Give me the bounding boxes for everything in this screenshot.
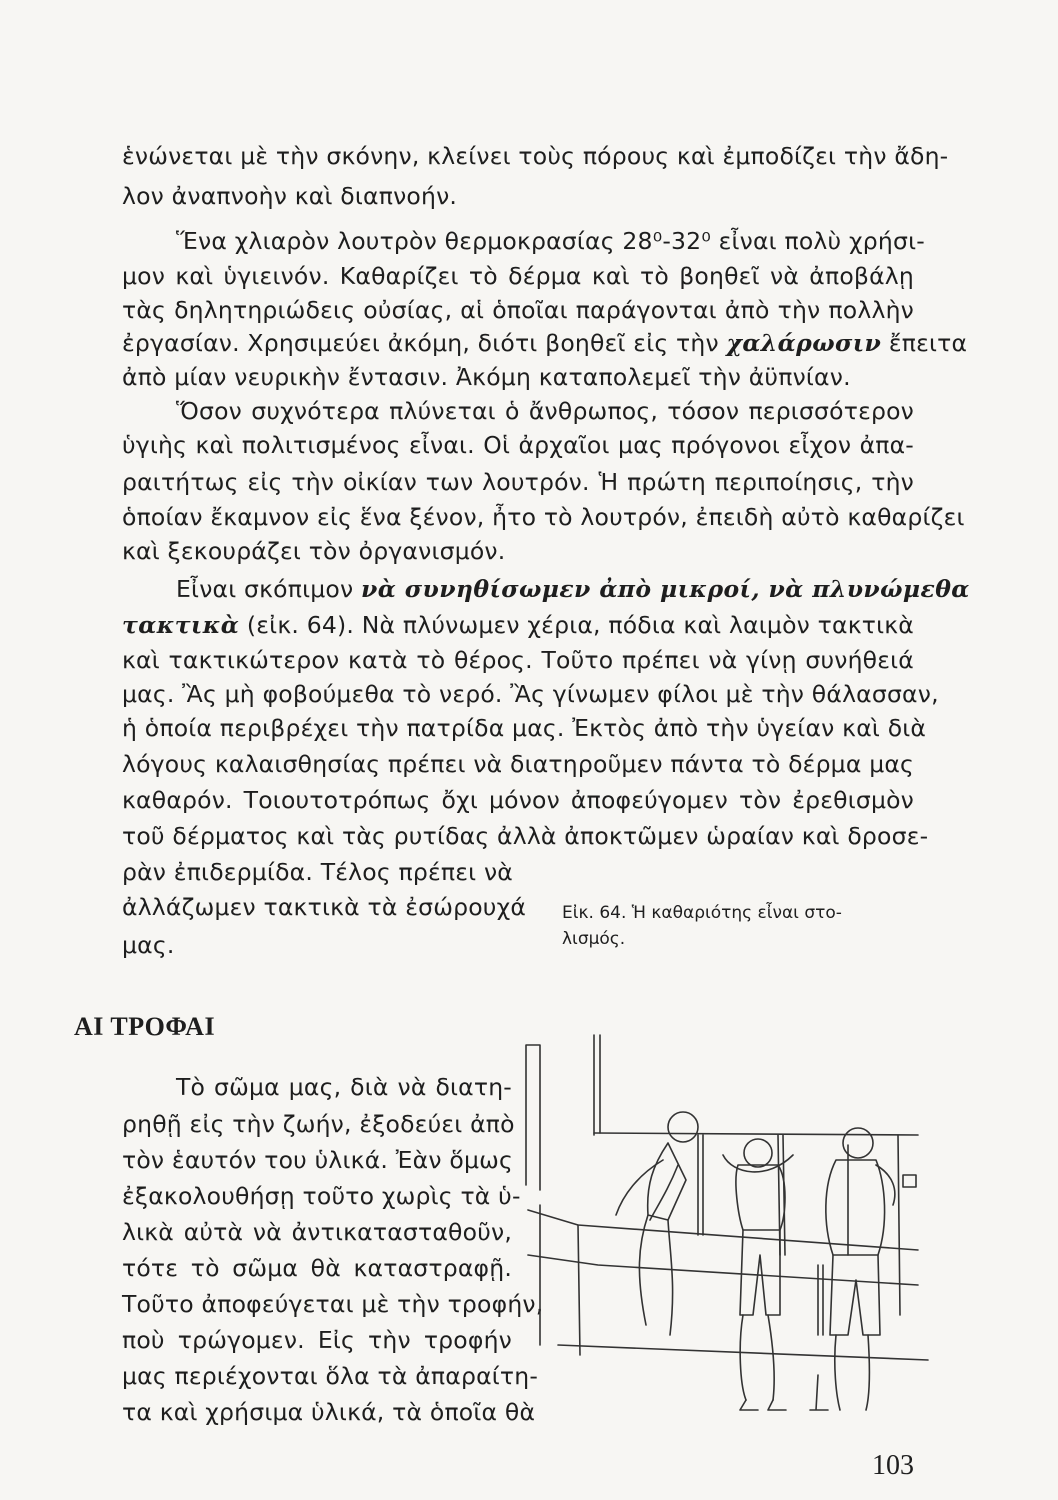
boy-middle-torso (736, 1165, 785, 1230)
text-line: ἀλλάζωμεν τακτικὰ τὰ ἐσώρουχά (122, 893, 527, 921)
text-span: Εἶναι σκόπιμον (176, 575, 354, 603)
boy-middle-feet (740, 1400, 786, 1410)
text-line: μον καὶ ὑγιεινόν. Καθαρίζει τὸ δέρμα καὶ τὸ βοηθεῖ νὰ ἀποβάλῃ (122, 262, 914, 290)
text-line: τότε τὸ σῶμα θὰ καταστραφῇ. (122, 1254, 512, 1282)
text-line-with-emphasis (122, 605, 914, 645)
text-line: ρηθῇ εἰς τὴν ζωήν, ἐξοδεύει ἀπὸ (122, 1110, 515, 1138)
text-line: μας περιέχονται ὅλα τὰ ἀπαραίτη- (122, 1362, 539, 1390)
emphasis-text: τακτικὰ (122, 611, 240, 639)
text-line: Τὸ σῶμα μας, διὰ νὰ διατη- (176, 1073, 512, 1101)
text-line: ρὰν ἐπιδερμίδα. Τέλος πρέπει νὰ (122, 858, 513, 886)
boy-right-torso (826, 1160, 885, 1255)
page-number: 103 (872, 1450, 914, 1481)
trough-outline (528, 1210, 918, 1285)
text-line: μας. (122, 931, 175, 959)
floor-fixture (810, 1375, 828, 1410)
boy-middle-head (744, 1139, 772, 1167)
section-heading: ΑΙ ΤΡΟΦΑΙ (74, 1012, 216, 1041)
boy-middle-lower-legs (740, 1315, 774, 1400)
text-span: ἐργασίαν. Χρησιμεύει ἀκόμη, διότι βοηθεῖ εἰς τὴν (122, 329, 719, 357)
towel (723, 1155, 793, 1172)
text-span: (εἰκ. 64). Νὰ πλύνωμεν χέρια, πόδια καὶ λαιμὸν τακτικὰ (246, 611, 914, 639)
floor-line (558, 1345, 928, 1360)
text-line: μας. Ἂς μὴ φοβούμεθα τὸ νερό. Ἂς γίνωμεν φίλοι μὲ τὴν θάλασσαν, (122, 680, 939, 708)
text-line: λικὰ αὐτὰ νὰ ἀντικατασταθοῦν, (122, 1218, 512, 1246)
boy-right-arm (876, 1165, 895, 1205)
boy-right-lower-legs (835, 1335, 870, 1410)
text-span: ἔπειτα (888, 329, 968, 357)
text-line: Τοῦτο ἀποφεύγεται μὲ τὴν τροφήν, (122, 1290, 544, 1318)
text-line: τὸν ἑαυτόν του ὑλικά. Ἐὰν ὅμως (122, 1146, 513, 1174)
text-line: τοῦ δέρματος καὶ τὰς ρυτίδας ἀλλὰ ἀποκτῶμεν ὡραίαν καὶ δροσε- (122, 822, 929, 850)
text-line: καὶ τακτικώτερον κατὰ τὸ θέρος. Τοῦτο πρέπει νὰ γίνῃ συνήθειά (122, 646, 914, 674)
wall-tap (903, 1175, 916, 1187)
boy-right-head (843, 1128, 873, 1158)
text-line: λόγους καλαισθησίας πρέπει νὰ διατηροῦμεν πάντα τὸ δέρμα μας (122, 750, 915, 778)
boy-right-legs (830, 1255, 880, 1335)
text-line: ποὺ τρώγομεν. Εἰς τὴν τροφήν (122, 1326, 512, 1354)
text-line: καθαρόν. Τοιουτοτρόπως ὄχι μόνον ἀποφεύγομεν τὸν ἐρεθισμὸν (122, 786, 914, 814)
boy-middle-legs (740, 1230, 780, 1315)
boy-left-legs (639, 1215, 672, 1335)
text-line: ἡ ὁποία περιβρέχει τὴν πατρίδα μας. Ἐκτὸς ἀπὸ τὴν ὑγείαν καὶ διὰ (122, 714, 927, 742)
boy-left-torso (648, 1143, 686, 1220)
text-line: τὰς δηλητηριώδεις οὐσίας, αἱ ὁποῖαι παράγονται ἀπὸ τὴν πολλὴν (122, 296, 914, 324)
figure-caption-line: λισμός. (562, 929, 626, 949)
text-line: Ὅσον συχνότερα πλύνεται ὁ ἄνθρωπος, τόσον περισσότερον (176, 397, 914, 425)
text-line: ὑγιὴς καὶ πολιτισμένος εἶναι. Οἱ ἀρχαῖοι μας πρόγονοι εἶχον ἀπα- (122, 431, 914, 459)
left-pillar-outline (526, 1045, 540, 1190)
text-line: Ἕνα χλιαρὸν λουτρὸν θερμοκρασίας 28⁰-32⁰ εἶναι πολὺ χρήσι- (176, 227, 925, 255)
text-line: τα καὶ χρήσιμα ὑλικά, τὰ ὁποῖα θὰ (122, 1398, 536, 1426)
back-wall-lines (848, 1135, 900, 1315)
emphasis-text: χαλάρωσιν (726, 329, 882, 357)
text-line: ἑνώνεται μὲ τὴν σκόνην, κλείνει τοὺς πόρους καὶ ἐμποδίζει τὴν ἄδη- (122, 142, 949, 170)
figure-caption-line: Εἰκ. 64. Ἡ καθαριότης εἶναι στο- (562, 903, 842, 923)
text-line: λον ἀναπνοὴν καὶ διαπνοήν. (122, 182, 458, 210)
text-line: ἐξακολουθήσῃ τοῦτο χωρὶς τὰ ὑ- (122, 1182, 521, 1210)
text-line: ἀπὸ μίαν νευρικὴν ἔντασιν. Ἀκόμη καταπολεμεῖ τὴν ἀϋπνίαν. (122, 363, 851, 391)
wall-edge (594, 1035, 600, 1135)
emphasis-text: νὰ συνηθίσωμεν ἀπὸ μικροί, νὰ πλυνώμεθα (361, 575, 970, 603)
text-line: ραιτήτως εἰς τὴν οἰκίαν των λουτρόν. Ἡ πρώτη περιποίησις, τὴν (122, 468, 914, 496)
trough-legs (540, 1205, 580, 1355)
trough-support (818, 1265, 823, 1335)
text-line-with-emphasis (176, 569, 970, 609)
washing-illustration (518, 1015, 938, 1420)
boy-left-head (668, 1112, 698, 1142)
text-line: ὁποίαν ἔκαμνον εἰς ἕνα ξένον, ἦτο τὸ λουτρόν, ἐπειδὴ αὐτὸ καθαρίζει (122, 503, 965, 531)
text-line: καὶ ξεκουράζει τὸν ὀργανισμόν. (122, 537, 506, 565)
